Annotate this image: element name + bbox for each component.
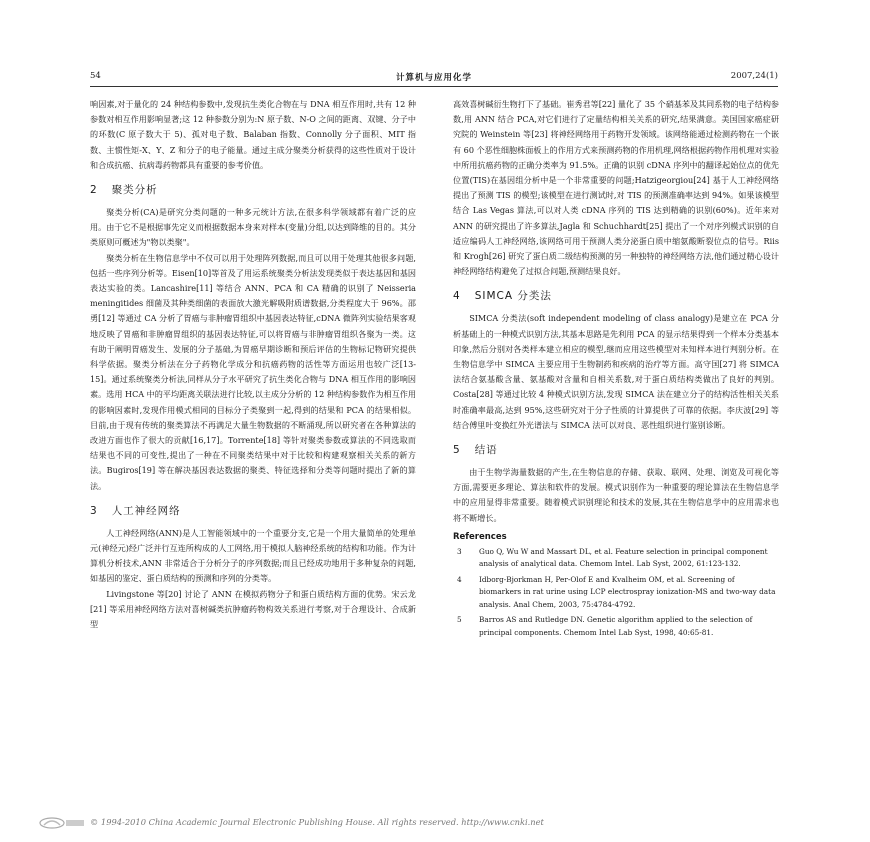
section-2-title: 聚类分析 [111,184,158,197]
reference-text: Idborg-Bjorkman H, Per-Olof E and Kvalheim OM, et al. Screening of biomarkers in rat urine using LCP electrospray ionization-MS and two-way data analysis. Anal Chem, 2003, 75:4784-4792. [479,574,776,609]
reference-item [453,614,779,639]
section-3-title: 人工神经网络 [111,504,181,517]
references-heading: References [453,531,507,542]
section-5-number: 5 [453,444,461,457]
section-2-number: 2 [90,184,98,197]
reference-text: Guo Q, Wu W and Massart DL, et al. Feature selection in principal component analysis of analytical data. Chemom Intel. Lab Syst, 2002, 61:123-132. [479,546,768,569]
section-5-title: 结语 [474,444,498,457]
reference-number: 4 [457,574,462,584]
left-column [90,97,416,632]
section-2-paragraph-2: 聚类分析在生物信息学中不仅可以用于处理阵列数据,而且可以用于处理其他很多问题,包括一些序列分析等。Eisen[10]等首及了用运系统聚类分析法发现类似于表达基因和基因表达实验的类。Lancashire[11] 等结合 ANN、PCA 和 CA 精确的识别了 Neisseria meningitides 细菌及其种类细菌的表面放大激光解吸附质谱数据,分类程度大于 96%。邵勇[12] 等通过 CA 分析了胃癌与非肿瘤胃组织中基因表达特征,cDNA 微阵列实验结果客观地反映了胃癌和非肿瘤胃组织的基因表达特征,可以将胃癌与非肿瘤胃组织各聚为一类。这有助于阐明胃癌发生、发展的分子基础,为胃癌早期诊断和预后评估的生物标记物研究提供科学依据。聚类分析法在分子药物化学成分和抗癌药物的活性等方面运用也较广泛[13-15]。通过系统聚类分析法,同样从分子水平研究了抗生类化合物与 DNA 相互作用的影响因素。选用 HCA 中的平均距离关联法进行比较,以主成分分析的 12 种结构参数作为相互作用的影响因素时,发现作用模式相同的目标分子类聚到一起,得到的结果和 PCA 的结果相似。目前,由于现有传统的聚类算法不再满足大量生物数据的不断涌现,所以研究者在各种算法的改进方面也作了很大的贡献[16,17]。Torrente[18] 等针对聚类参数或算法的不同选取而结果也不同的可变性,提出了一种在不同聚类结果中对于比较和构建观察相关关系的新方法。Bugiros[19] 等在解决基因表达数据的聚类、特征选择和分类等问题时提出了新的算法。 [90,252,416,491]
section-4-heading [453,288,779,304]
reference-item [453,574,779,612]
section-5-paragraph-1: 由于生物学海量数据的产生,在生物信息的存储、获取、联网、处理、浏览及可视化等方面,需要更多理论、算法和软件的发展。模式识别作为一种重要的理论算法在生物信息学中的应用显得非常重要。随着模式识别理论和技术的发展,其在生物信息学中的应用需求也将不断增长。 [453,467,779,523]
page-number: 54 [90,71,101,81]
section-4-title: SIMCA 分类法 [474,290,552,303]
section-3-paragraph-1: 人工神经网络(ANN)是人工智能领域中的一个重要分支,它是一个用大量简单的处理单元(神经元)经广泛并行互连所构成的人工网络,用于模拟人脑神经系统的结构和功能。作为计算机分析技术,ANN 非常适合于分析分子的序列数据;而且已经成功地用于多种复杂的问题,如基因的鉴定、蛋白质结构的预测和序列的分类等。 [90,527,416,584]
issue-label: 2007,24(1) [730,71,778,81]
right-column [453,97,779,642]
reference-number: 5 [457,615,462,625]
copyright-footer [38,817,818,833]
footer-text: © 1994-2010 China Academic Journal Electronic Publishing House. All rights reserved. http://www.cnki.net [90,817,544,827]
publisher-logo-icon [38,816,88,830]
section-3-number: 3 [90,504,98,517]
section-3-paragraph-2: Livingstone 等[20] 讨论了 ANN 在模拟药物分子和蛋白质结构方面的优势。宋云龙[21] 等采用神经网络方法对喜树碱类抗肿瘤药物构效关系进行考察,对于合理设计、合成新型 [90,588,416,630]
journal-title: 计算机与应用化学 [395,73,472,83]
intro-paragraph: 响因素,对于量化的 24 种结构参数中,发现抗生类化合物在与 DNA 相互作用时,共有 12 种参数对相互作用影响显著;这 12 种参数分别为:N 原子数、N-O 之间的距离、双键、分子中的环数(C 原子数大于 5)、孤对电子数、Balaban 指数、Connolly 分子面积、MIT 指数、主惯性矩-X、Y、Z 和分子的电子能量。通过主成分聚类分析获得的这些性质对于设计和合成抗癌、抗病毒药物都具有重要的参考价值。 [90,99,416,170]
reference-text: Barros AS and Rutledge DN. Genetic algorithm applied to the selection of principal components. Chemom Intel Lab Syst, 1998, 40:65-81. [479,615,753,637]
reference-item [453,546,779,571]
reference-number: 3 [457,546,462,556]
section-4-paragraph-1: SIMCA 分类法(soft independent modeling of class analogy)是建立在 PCA 分析基础上的一种模式识别方法,其基本思路是先利用 PCA 的显示结果得到一个样本分类基本印象,然后分别对各类样本建立相应的模型,继而应用这些模型对未知样本进行判别分析。在生物信息学中 SIMCA 主要应用于生物制药和疾病的治疗等方面。高守国[27] 将 SIMCA 法结合氨基酸含量、氨基酸对含量和自相关系数,对于蛋白质结构类做出了良好的判别。Costa[28] 等通过比较 4 种模式识别方法,发现 SIMCA 法在建立分子的结构活性相关关系时准确率最高,达到 95%,这些研究对于分子性质的计算提供了可靠的依据。李庆波[29] 等结合傅里叶变换红外光谱法与 SIMCA 法可以对良、恶性组织进行鉴别诊断。 [453,313,779,430]
running-header [90,71,778,87]
section-2-paragraph-1: 聚类分析(CA)是研究分类问题的一种多元统计方法,在很多科学领域都有着广泛的应用。由于它不是根据事先定义而根据数据本身来对样本(变量)分组,以达到降维的目的。其分类原则可概述为"物以类聚"。 [90,207,416,248]
section-3-heading [90,503,416,519]
header-rule [90,86,778,87]
continued-paragraph: 高效喜树碱衍生物打下了基础。崔秀君等[22] 量化了 35 个硝基苯及其同系物的电子结构参数,用 ANN 结合 PCA,对它们进行了定量结构相关关系的研究,结果满意。美国国家癌症研究院的 Weinstein 等[23] 将神经网络用于药物开发领域。该网络能通过检测药物在一个嵌有 60 个恶性细胞株面板上的作用方式来预测药物的作用机理,网络根据药物作用机理对实验中所用抗癌药物的正确分类率为 91.5%。正确的识别 cDNA 序列中的翻译起始位点的优先位置(TIS)在基因组分析中是一个非常重要的问题;Hatzigeorgiou[24] 基于人工神经网络提出了预测 TIS 的模型;该模型在进行测试时,对 TIS 的预测准确率达到 94%。如果该模型结合 Las Vegas 算法,可以对人类 cDNA 序列的 TIS 达到精确的识别(60%)。近年来对 ANN 的研究提出了许多算法,Jagla 和 Schuchhardt[25] 提出了一个对序列模式识别的自适应编码人工神经网络,该网络可用于预测人类分泌蛋白质中缩氨酸断裂位点的信号。Riis 和 Krogh[26] 研究了蛋白质二级结构预测的另一种独特的神经网络方法,他们通过精心设计神经网络结构避免了过拟合问题,预测结果良好。 [453,99,780,277]
section-4-number: 4 [453,290,461,303]
section-5-heading [453,442,779,458]
section-2-heading [90,182,416,198]
